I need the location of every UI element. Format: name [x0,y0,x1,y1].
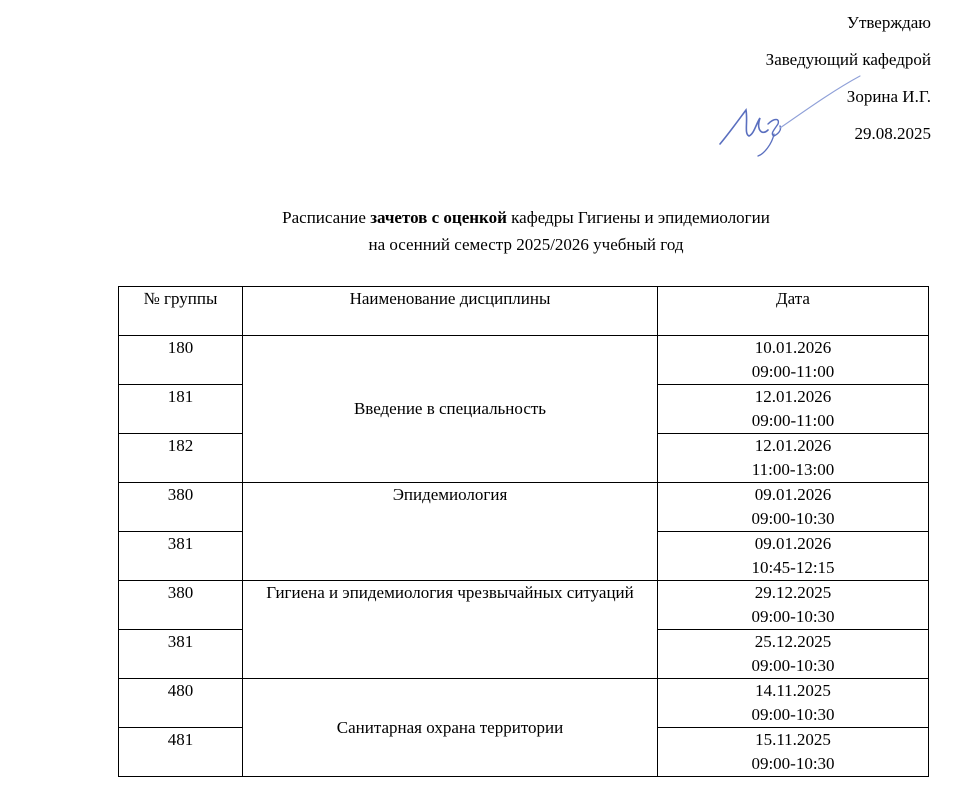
approval-date: 29.08.2025 [854,124,931,143]
header-date: Дата [658,287,929,336]
title-line-2: на осенний семестр 2025/2026 учебный год [368,235,684,254]
group-cell: 380 [119,581,243,630]
header-group: № группы [119,287,243,336]
table-row [119,336,929,385]
schedule-table [118,286,929,777]
date-cell: 25.12.2025 09:00-10:30 [658,630,929,679]
date-cell: 10.01.2026 09:00-11:00 [658,336,929,385]
date-cell: 09.01.2026 09:00-10:30 [658,483,929,532]
group-cell: 481 [119,728,243,777]
approver-name: Зорина И.Г. [846,87,931,106]
document-title [0,204,977,258]
date-cell: 12.01.2026 09:00-11:00 [658,385,929,434]
date-cell: 29.12.2025 09:00-10:30 [658,581,929,630]
discipline-cell: Эпидемиология [243,483,658,581]
title-bold: зачетов с оценкой [370,208,507,227]
signature-icon [716,74,866,164]
date-cell: 09.01.2026 10:45-12:15 [658,532,929,581]
discipline-cell: Введение в специальность [243,336,658,483]
date-cell: 15.11.2025 09:00-10:30 [658,728,929,777]
table-row [119,581,929,630]
table-row [119,483,929,532]
approval-label: Утверждаю [846,13,931,32]
table-row [119,679,929,728]
group-cell: 480 [119,679,243,728]
discipline-cell: Гигиена и эпидемиология чрезвычайных ситуаций [243,581,658,679]
group-cell: 380 [119,483,243,532]
group-cell: 181 [119,385,243,434]
date-cell: 12.01.2026 11:00-13:00 [658,434,929,483]
discipline-cell: Санитарная охрана территории [243,679,658,777]
date-cell: 14.11.2025 09:00-10:30 [658,679,929,728]
header-discipline: Наименование дисциплины [243,287,658,336]
group-cell: 182 [119,434,243,483]
group-cell: 381 [119,532,243,581]
title-line-1: Расписание зачетов с оценкой кафедры Гигиены и эпидемиологии [282,208,770,227]
approver-position: Заведующий кафедрой [765,50,931,69]
header-row [119,287,929,336]
group-cell: 381 [119,630,243,679]
group-cell: 180 [119,336,243,385]
